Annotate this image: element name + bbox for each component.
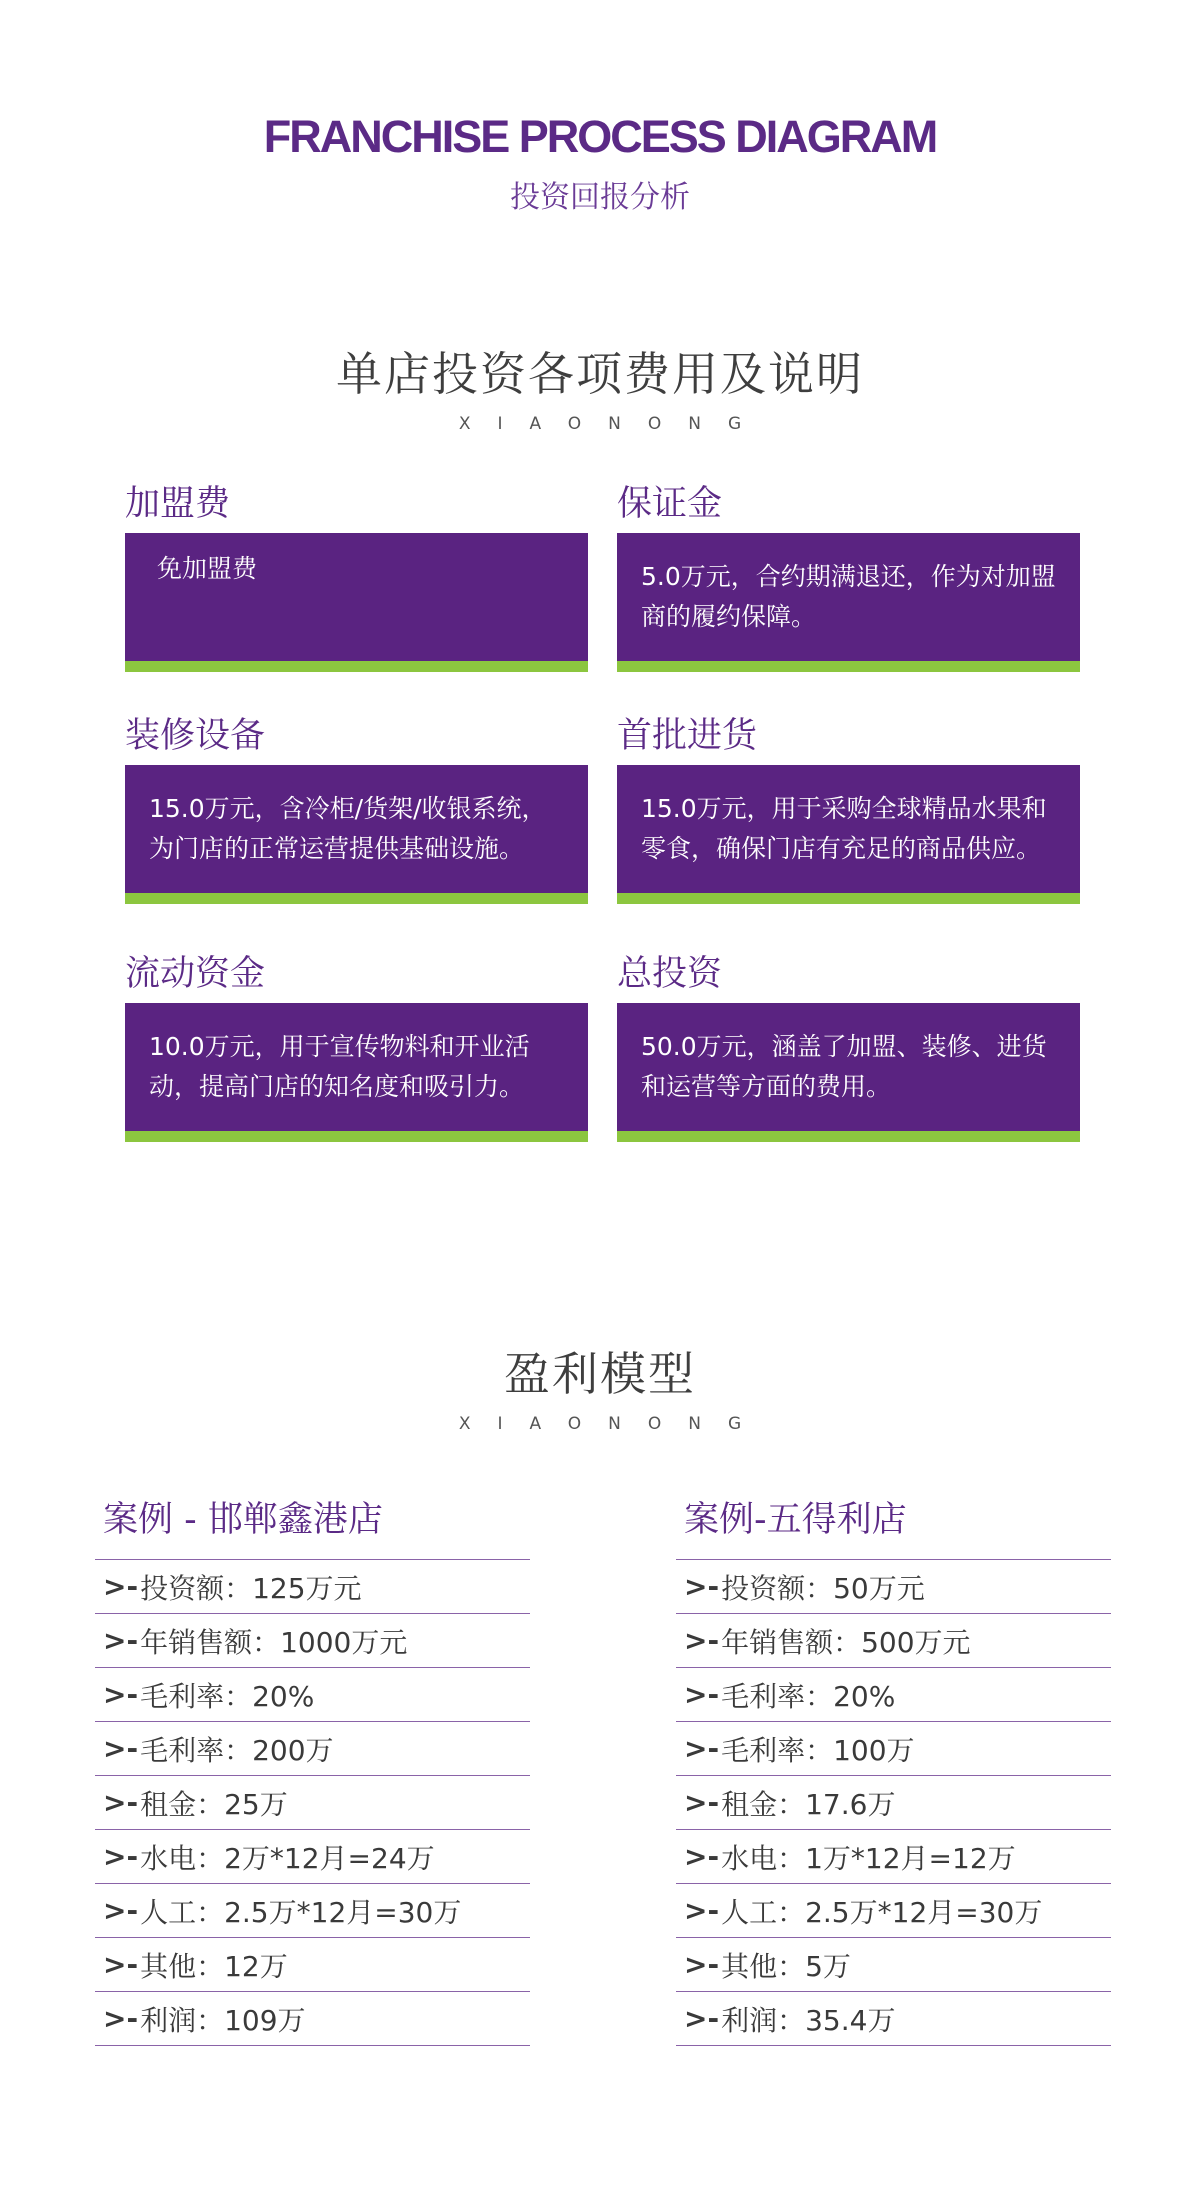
- page-title: FRANCHISE PROCESS DIAGRAM: [263, 111, 937, 162]
- cost-card-text: 5.0万元，合约期满退还，作为对加盟商的履约保障。: [641, 562, 1056, 631]
- profit-row: [95, 1668, 530, 1722]
- profit-row: [676, 1668, 1111, 1722]
- cost-card: [125, 710, 588, 904]
- cost-card: [617, 478, 1080, 672]
- row-prefix: >-: [103, 1894, 139, 1927]
- cost-card-text: 50.0万元，涵盖了加盟、装修、进货和运营等方面的费用。: [641, 1032, 1047, 1101]
- profit-subtitle: XIAONONG: [458, 1414, 769, 1434]
- row-prefix: >-: [103, 1678, 139, 1711]
- cost-card: [617, 948, 1080, 1142]
- cost-card: [125, 948, 588, 1142]
- cost-card-box: [617, 533, 1080, 672]
- cost-card-text: 免加盟费: [157, 554, 258, 583]
- page-header: [0, 112, 1200, 216]
- profit-case-list: [676, 1559, 1111, 2046]
- profit-row: [95, 1992, 530, 2046]
- costs-subtitle: XIAONONG: [458, 414, 769, 434]
- profit-row-text: 租金：17.6万: [721, 1787, 896, 1821]
- row-prefix: >-: [684, 1570, 720, 1603]
- costs-section-heading: [0, 338, 1200, 434]
- page-subtitle: 投资回报分析: [510, 179, 690, 215]
- profit-row: [676, 1722, 1111, 1776]
- profit-row-text: 人工：2.5万*12月=30万: [140, 1895, 462, 1929]
- profit-row: [95, 1938, 530, 1992]
- profit-row: [676, 1560, 1111, 1614]
- profit-title: 盈利模型: [504, 1347, 696, 1401]
- cost-card-box: [617, 765, 1080, 904]
- cost-card-label: 首批进货: [617, 716, 758, 756]
- profit-row-text: 其他：5万: [721, 1949, 851, 1983]
- profit-row-text: 其他：12万: [140, 1949, 288, 1983]
- profit-row-text: 毛利率：20%: [721, 1679, 896, 1713]
- profit-row: [676, 1884, 1111, 1938]
- profit-row-text: 毛利率：200万: [140, 1733, 334, 1767]
- row-prefix: >-: [684, 1678, 720, 1711]
- profit-row-text: 利润：35.4万: [721, 2003, 896, 2037]
- cost-card-label: 加盟费: [125, 484, 231, 524]
- row-prefix: >-: [103, 1948, 139, 1981]
- profit-row: [676, 1830, 1111, 1884]
- row-prefix: >-: [103, 2002, 139, 2035]
- profit-row: [676, 1614, 1111, 1668]
- profit-row: [95, 1722, 530, 1776]
- profit-section-heading: [0, 1338, 1200, 1434]
- cost-card: [617, 710, 1080, 904]
- cost-card-text: 10.0万元，用于宣传物料和开业活动，提高门店的知名度和吸引力。: [149, 1032, 530, 1101]
- row-prefix: >-: [684, 1840, 720, 1873]
- profit-row-text: 人工：2.5万*12月=30万: [721, 1895, 1043, 1929]
- profit-row-text: 年销售额：500万元: [721, 1625, 971, 1659]
- profit-case-wudeli: [676, 1490, 1111, 2046]
- cost-card-box: [125, 1003, 588, 1142]
- row-prefix: >-: [103, 1570, 139, 1603]
- row-prefix: >-: [103, 1732, 139, 1765]
- profit-row: [95, 1884, 530, 1938]
- row-prefix: >-: [684, 1786, 720, 1819]
- profit-row: [676, 1776, 1111, 1830]
- row-prefix: >-: [103, 1786, 139, 1819]
- row-prefix: >-: [684, 1732, 720, 1765]
- row-prefix: >-: [684, 1948, 720, 1981]
- profit-row-text: 投资额：50万元: [721, 1571, 925, 1605]
- cost-card-text: 15.0万元，用于采购全球精品水果和零食，确保门店有充足的商品供应。: [641, 794, 1047, 863]
- profit-row-text: 水电：1万*12月=12万: [721, 1841, 1016, 1875]
- cost-card: [125, 478, 588, 672]
- profit-row-text: 毛利率：20%: [140, 1679, 315, 1713]
- row-prefix: >-: [103, 1624, 139, 1657]
- row-prefix: >-: [684, 2002, 720, 2035]
- cost-card-box: [617, 1003, 1080, 1142]
- profit-row-text: 年销售额：1000万元: [140, 1625, 408, 1659]
- profit-row-text: 利润：109万: [140, 2003, 306, 2037]
- cost-card-label: 装修设备: [125, 716, 266, 756]
- cost-card-label: 流动资金: [125, 954, 266, 994]
- row-prefix: >-: [684, 1624, 720, 1657]
- cost-card-box: [125, 533, 588, 672]
- profit-case-title: 案例 - 邯郸鑫港店: [103, 1500, 383, 1540]
- profit-row-text: 租金：25万: [140, 1787, 288, 1821]
- profit-row-text: 毛利率：100万: [721, 1733, 915, 1767]
- profit-row: [676, 1992, 1111, 2046]
- profit-row-text: 投资额：125万元: [140, 1571, 362, 1605]
- row-prefix: >-: [103, 1840, 139, 1873]
- costs-title: 单店投资各项费用及说明: [336, 347, 864, 401]
- profit-row-text: 水电：2万*12月=24万: [140, 1841, 435, 1875]
- profit-row: [95, 1614, 530, 1668]
- cost-card-label: 保证金: [617, 484, 723, 524]
- profit-row: [95, 1830, 530, 1884]
- row-prefix: >-: [684, 1894, 720, 1927]
- profit-case-title: 案例-五得利店: [684, 1500, 907, 1540]
- profit-case-list: [95, 1559, 530, 2046]
- profit-case-handan: [95, 1490, 530, 2046]
- cost-card-text: 15.0万元，含冷柜/货架/收银系统，为门店的正常运营提供基础设施。: [149, 794, 547, 863]
- cost-card-box: [125, 765, 588, 904]
- cost-card-label: 总投资: [617, 954, 723, 994]
- profit-row: [95, 1776, 530, 1830]
- profit-row: [95, 1560, 530, 1614]
- profit-row: [676, 1938, 1111, 1992]
